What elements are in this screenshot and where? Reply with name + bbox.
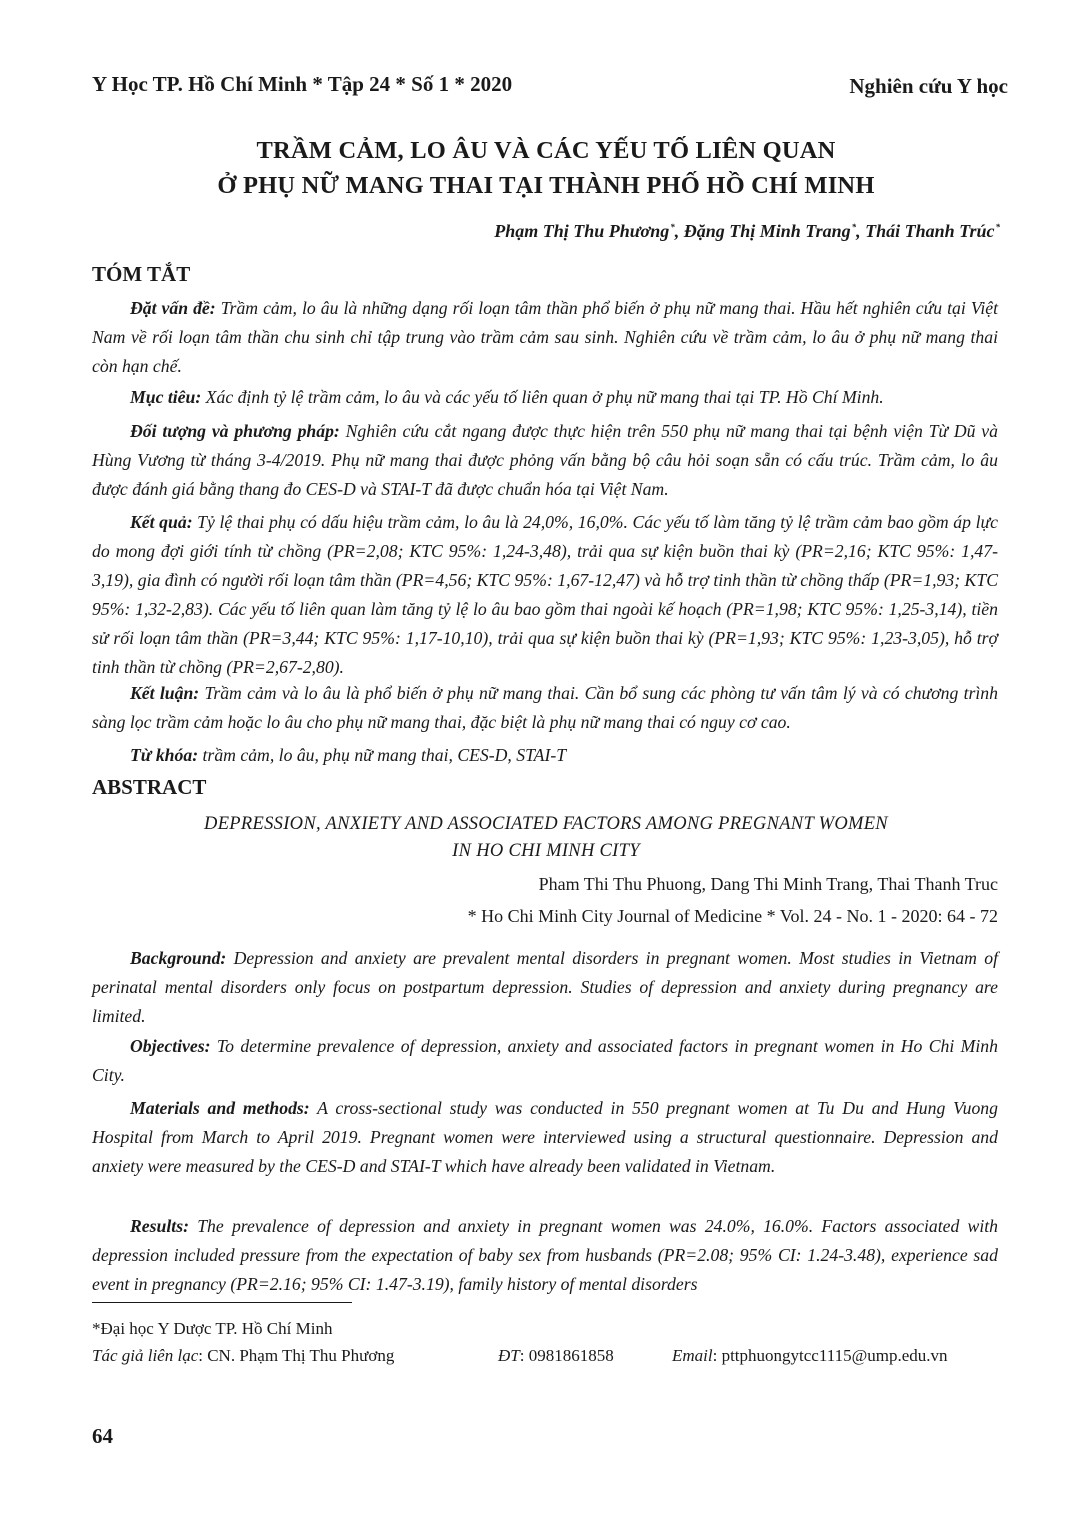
vn-keywords-text: trầm cảm, lo âu, phụ nữ mang thai, CES-D, STAI-T — [198, 745, 567, 765]
affiliation-mark: * — [851, 222, 857, 232]
en-methods-label: Materials and methods: — [130, 1098, 310, 1118]
affiliation-mark: * — [670, 222, 675, 232]
page-number: 64 — [92, 1424, 113, 1448]
author-1: Phạm Thị Thu Phương — [494, 221, 670, 241]
vn-background-text: Trầm cảm, lo âu là những dạng rối loạn tâm thần phổ biến ở phụ nữ mang thai. Hầu hết nghiên cứu tại Việt Nam về rối loạn tâm thần chu sinh chỉ tập trung vào trầm cảm sau sinh. Nghiên cứu về trầm cảm, lo âu ở phụ nữ mang thai còn hạn chế. — [92, 298, 998, 376]
article-title-line-2: Ở PHỤ NỮ MANG THAI TẠI THÀNH PHỐ HỒ CHÍ MINH — [217, 172, 875, 199]
vn-conclusion-label: Kết luận: — [130, 683, 200, 703]
author-2: Đặng Thị Minh Trang — [683, 221, 851, 241]
vn-background-label: Đặt vấn đề: — [130, 298, 216, 318]
vn-methods-label: Đối tượng và phương pháp: — [130, 421, 340, 441]
en-objectives-label: Objectives: — [130, 1036, 211, 1056]
affiliation-footnote: *Đại học Y Dược TP. Hồ Chí Minh — [92, 1319, 333, 1338]
article-title-line-1: TRẦM CẢM, LO ÂU VÀ CÁC YẾU TỐ LIÊN QUAN — [256, 137, 836, 164]
en-methods-paragraph — [92, 1094, 998, 1181]
contact-author: Tác giả liên lạc: CN. Phạm Thị Thu Phương — [92, 1346, 395, 1365]
en-methods-text: A cross-sectional study was conducted in 550 pregnant women at Tu Du and Hung Vuong Hospital from March to April 2019. Pregnant women were interviewed using a structural questionnaire. Depression and anxiety were measured by the CES-D and STAI-T which have already been validated in Vietnam. — [92, 1098, 998, 1176]
vn-objective-paragraph — [92, 383, 998, 412]
vn-keywords-label: Từ khóa: — [130, 745, 199, 765]
journal-header: Y Học TP. Hồ Chí Minh * Tập 24 * Số 1 * 2020 — [92, 72, 513, 96]
journal-citation: * Ho Chi Minh City Journal of Medicine * Vol. 24 - No. 1 - 2020: 64 - 72 — [467, 906, 998, 926]
vietnamese-summary-heading: TÓM TẮT — [92, 262, 191, 286]
en-background-paragraph — [92, 944, 998, 1031]
en-background-text: Depression and anxiety are prevalent mental disorders in pregnant women. Most studies in Vietnam of perinatal mental disorders only focus on postpartum depression. Studies of depression and anxiety during pregnancy are limited. — [92, 948, 998, 1026]
footnote-divider — [92, 1302, 352, 1303]
en-results-paragraph — [92, 1212, 998, 1299]
abstract-heading: ABSTRACT — [92, 775, 207, 799]
vn-results-text: Tỷ lệ thai phụ có dấu hiệu trầm cảm, lo âu là 24,0%, 16,0%. Các yếu tố làm tăng tỷ lệ trầm cảm bao gồm áp lực do mong đợi giới tính từ chồng (PR=2,08; KTC 95%: 1,24-3,48), trải qua sự kiện buồn thai kỳ (PR=2,16; KTC 95%: 1,47-3,19), gia đình có người rối loạn tâm thần (PR=4,56; KTC 95%: 1,67-12,47) và hỗ trợ tinh thần từ chồng thấp (PR=1,93; KTC 95%: 1,32-2,83). Các yếu tố liên quan làm tăng tỷ lệ lo âu bao gồm thai ngoài kế hoạch (PR=1,98; KTC 95%: 1,25-3,14), tiền sử rối loạn tâm thần (PR=3,44; KTC 95%: 1,17-10,10), trải qua sự kiện buồn thai kỳ (PR=1,93; KTC 95%: 1,23-3,05), hỗ trợ tinh thần từ chồng (PR=2,67-2,80). — [92, 512, 998, 677]
vn-results-label: Kết quả: — [130, 512, 193, 532]
vn-background-paragraph — [92, 294, 998, 381]
contact-email: Email: pttphuongytcc1115@ump.edu.vn — [672, 1346, 948, 1365]
vn-objective-label: Mục tiêu: — [130, 387, 202, 407]
vn-results-paragraph — [92, 508, 998, 682]
vn-conclusion-paragraph — [92, 679, 998, 737]
affiliation-mark: * — [995, 222, 1000, 232]
vn-keywords-paragraph — [92, 741, 998, 770]
author-list: Phạm Thị Thu Phương*, Đặng Thị Minh Trang*, Thái Thanh Trúc* — [494, 221, 1000, 241]
en-results-text: The prevalence of depression and anxiety in pregnant women was 24.0%, 16.0%. Factors associated with depression included pressure from the expectation of baby sex from husbands (PR=2.08; 95% CI: 1.24-3.48), experience sad event in pregnancy (PR=2.16; 95% CI: 1.47-3.19), family history of mental disorders — [92, 1216, 998, 1294]
vn-objective-text: Xác định tỷ lệ trầm cảm, lo âu và các yếu tố liên quan ở phụ nữ mang thai tại TP. Hồ Chí Minh. — [201, 387, 884, 407]
en-results-label: Results: — [130, 1216, 189, 1236]
author-3: Thái Thanh Trúc — [865, 221, 995, 241]
contact-phone: ĐT: 0981861858 — [498, 1346, 614, 1365]
vn-conclusion-text: Trầm cảm và lo âu là phổ biến ở phụ nữ mang thai. Cần bổ sung các phòng tư vấn tâm lý và có chương trình sàng lọc trầm cảm hoặc lo âu cho phụ nữ mang thai, đặc biệt là phụ nữ mang thai có nguy cơ cao. — [92, 683, 998, 732]
en-objectives-text: To determine prevalence of depression, anxiety and associated factors in pregnant women in Ho Chi Minh City. — [92, 1036, 998, 1085]
english-title-line-1: DEPRESSION, ANXIETY AND ASSOCIATED FACTORS AMONG PREGNANT WOMEN — [204, 814, 888, 834]
section-header: Nghiên cứu Y học — [849, 74, 1008, 98]
en-objectives-paragraph — [92, 1032, 998, 1090]
english-title-line-2: IN HO CHI MINH CITY — [452, 841, 640, 861]
vn-methods-text: Nghiên cứu cắt ngang được thực hiện trên 550 phụ nữ mang thai tại bệnh viện Từ Dũ và Hùng Vương từ tháng 3-4/2019. Phụ nữ mang thai được phỏng vấn bằng bộ câu hỏi soạn sẵn có cấu trúc. Trầm cảm, lo âu được đánh giá bằng thang đo CES-D và STAI-T đã được chuẩn hóa tại Việt Nam. — [92, 421, 998, 499]
english-author-list: Pham Thi Thu Phuong, Dang Thi Minh Trang, Thai Thanh Truc — [538, 874, 998, 894]
vn-methods-paragraph — [92, 417, 998, 504]
en-background-label: Background: — [130, 948, 227, 968]
